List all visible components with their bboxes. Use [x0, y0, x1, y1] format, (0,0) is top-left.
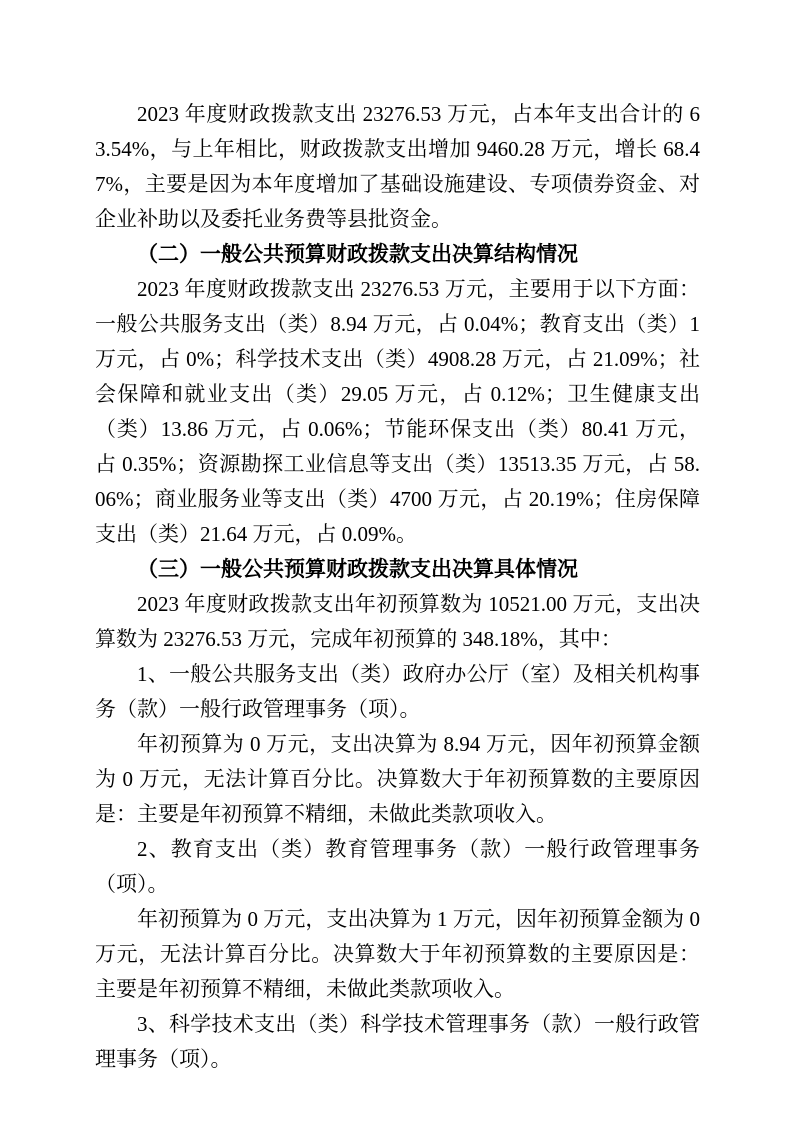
- section-heading-structure: （二）一般公共预算财政拨款支出决算结构情况: [137, 243, 578, 266]
- paragraph-item-1-detail: 年初预算为 0 万元，支出决算为 8.94 万元，因年初预算金额为 0 万元，无法计算百分比。决算数大于年初预算数的主要原因是：主要是年初预算不精细，未做此类款项收入。: [95, 732, 700, 826]
- paragraph-item-3-title: 3、科学技术支出（类）科学技术管理事务（款）一般行政管理事务（项）。: [95, 1012, 700, 1071]
- paragraph-item-1-title: 1、一般公共服务支出（类）政府办公厅（室）及相关机构事务（款）一般行政管理事务（项）。: [95, 662, 700, 721]
- section-heading-details: （三）一般公共预算财政拨款支出决算具体情况: [137, 558, 578, 581]
- paragraph-item-2-title: 2、教育支出（类）教育管理事务（款）一般行政管理事务（项）。: [95, 837, 700, 896]
- paragraph-expenditure-structure: 2023 年度财政拨款支出 23276.53 万元，主要用于以下方面：一般公共服务支出（类）8.94 万元，占 0.04%；教育支出（类）1 万元，占 0%；科学技术支出（类）4908.28 万元，占 21.09%；社会保障和就业支出（类）29.05 万元，占 0.12%；卫生健康支出（类）13.86 万元，占 0.06%；节能环保支出（类）80.41 万元，占 0.35%；资源勘探工业信息等支出（类）13513.35 万元，占 58.06%；商业服务业等支出（类）4700 万元，占 20.19%；住房保障支出（类）21.64 万元，占 0.09%。: [95, 277, 700, 546]
- paragraph-fiscal-expenditure-overview: 2023 年度财政拨款支出 23276.53 万元，占本年支出合计的 63.54%，与上年相比，财政拨款支出增加 9460.28 万元，增长 68.47%，主要是因为本年度增加了基础设施建设、专项债券资金、对企业补助以及委托业务费等县批资金。: [95, 102, 700, 231]
- paragraph-budget-completion: 2023 年度财政拨款支出年初预算数为 10521.00 万元，支出决算数为 23276.53 万元，完成年初预算的 348.18%，其中：: [95, 592, 700, 651]
- paragraph-item-2-detail: 年初预算为 0 万元，支出决算为 1 万元，因年初预算金额为 0 万元，无法计算百分比。决算数大于年初预算数的主要原因是：主要是年初预算不精细，未做此类款项收入。: [95, 907, 700, 1001]
- document-content: [95, 97, 700, 1077]
